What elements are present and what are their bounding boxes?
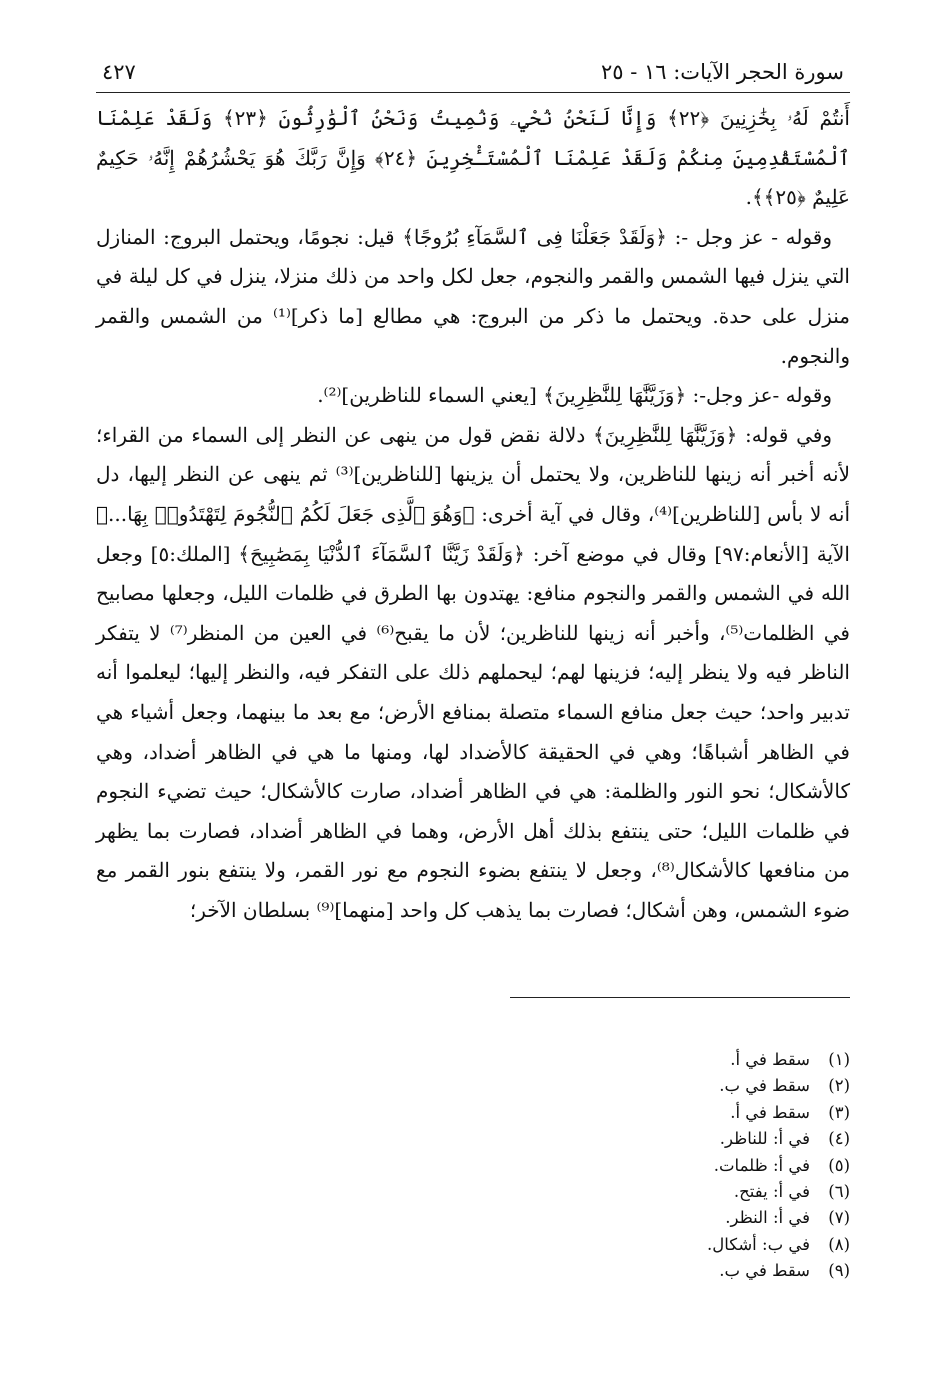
footnote-item: [430, 1126, 850, 1152]
footnote-number: (٤): [828, 1129, 850, 1149]
main-text: [96, 99, 850, 930]
footnote-number: (٥): [828, 1155, 850, 1175]
footnote-text: في أ: ظلمات.: [713, 1155, 810, 1175]
footnote-number: (٢): [828, 1076, 850, 1096]
footnote-divider: [510, 997, 850, 998]
footnote-item: [430, 1205, 850, 1231]
running-header: [96, 52, 850, 93]
commentary-paragraph: وفي قوله: ﴿وَزَيَّنَّٰهَا لِلنَّٰظِرِينَ﴾ دلالة نقض قول من ينهى عن النظر إلى السماء من القراء؛ لأنه أخبر أنه زينها للناظرين، ولا يحتمل أن يزينها [للناظرين]⁽³⁾ ثم ينهى عن النظر إليها، دل أنه لا بأس [للناظرين]⁽⁴⁾، وقال في آية أخرى: ﴿وَهُوَ ٱلَّذِى جَعَلَ لَكُمُ ٱلنُّجُومَ لِتَهْتَدُوا۟ بِهَا...﴾ الآية [الأنعام:٩٧] وقال في موضع آخر: ﴿وَلَقَدْ زَيَّنَّا ٱلسَّمَآءَ ٱلدُّنْيَا بِمَصَٰبِيحَ﴾ [الملك:٥] وجعل الله في الشمس والقمر والنجوم منافع: يهتدون بها الطرق في ظلمات الليل، وجعلها مصابيح في الظلمات⁽⁵⁾، وأخبر أنه زينها للناظرين؛ لأن ما يقبح⁽⁶⁾ في العين من المنظر⁽⁷⁾ لا يتفكر الناظر فيه ولا ينظر إليه؛ فزينها لهم؛ ليحملهم ذلك على التفكر فيه، والنظر إليها؛ ليعلموا أنه تدبير واحد؛ حيث جعل منافع السماء متصلة بمنافع الأرض؛ مع بعد ما بينهما، وجعل أشياء هي في الظاهر أشباهًا؛ وهي في الحقيقة كالأضداد لها، ومنها ما هي في الظاهر أضداد، وهي كالأشكال؛ نحو النور والظلمة: هي في الظاهر أضداد، صارت كالأشكال؛ حيث تضيء النجوم في ظلمات الليل؛ حتى ينتفع بذلك أهل الأرض، وهما في الظاهر أضداد، فصارت بما يظهر من منافعها كالأشكال⁽⁸⁾، وجعل لا ينتفع بضوء النجوم مع نور القمر، ولا ينتفع بنور القمر مع ضوء الشمس، وهن أشكال؛ فصارت بما يذهب كل واحد [منهما]⁽⁹⁾ بسلطان الآخر؛: [96, 422, 850, 922]
quran-verses-paragraph: أَنتُمْ لَهُۥ بِخَٰزِنِينَ ﴿٢٢﴾ وَإِنَّا لَنَحْنُ نُحْيِۦ وَنُمِيتُ وَنَحْنُ ٱلْوَٰرِثُونَ ﴿٢٣﴾ وَلَقَدْ عَلِمْنَا ٱلْمُسْتَقْدِمِينَ مِنكُمْ وَلَقَدْ عَلِمْنَا ٱلْمُسْتَـْٔخِرِينَ ﴿٢٤﴾ وَإِنَّ رَبَّكَ هُوَ يَحْشُرُهُمْ إِنَّهُۥ حَكِيمٌ عَلِيمٌ ﴿٢٥﴾﴾.: [96, 106, 850, 210]
footnote-number: (٩): [828, 1261, 850, 1281]
footnote-text: سقط في ب.: [719, 1261, 810, 1281]
footnote-text: في أ: يفتح.: [733, 1182, 810, 1202]
footnote-text: سقط في أ.: [730, 1102, 810, 1122]
footnote-item: [430, 1047, 850, 1073]
footnote-text: في ب: أشكال.: [706, 1234, 810, 1254]
footnote-text: في أ: للناظر.: [719, 1129, 810, 1149]
commentary-paragraph: وقوله - عز وجل -: ﴿وَلَقَدْ جَعَلْنَا فِى ٱلسَّمَآءِ بُرُوجًا﴾ قيل: نجومًا، ويحتمل البروج: المنازل التي ينزل فيها الشمس والقمر والنجوم، جعل لكل واحد من ذلك منزلا، ينزل في كل ليلة في منزل على حدة. ويحتمل ما ذكر من البروج: هي مطالع [ما ذكر]⁽¹⁾ من الشمس والقمر والنجوم.: [96, 224, 850, 368]
footnote-item: [430, 1073, 850, 1099]
page-number: ٤٢٧: [102, 60, 136, 84]
footnote-number: (٧): [828, 1208, 850, 1228]
footnote-number: (٦): [828, 1182, 850, 1202]
footnote-number: (١): [828, 1050, 850, 1069]
footnote-item: [430, 1179, 850, 1205]
footnote-item: [430, 1100, 850, 1126]
commentary-paragraph: وقوله -عز وجل-: ﴿وَزَيَّنَّٰهَا لِلنَّٰظِرِينَ﴾ [يعني السماء للناظرين]⁽²⁾.: [317, 383, 832, 408]
footnote-number: (٣): [828, 1102, 850, 1122]
running-title: سورة الحجر الآيات: ١٦ - ٢٥: [600, 60, 844, 84]
footnotes-list: [430, 1047, 850, 1285]
footnote-text: في أ: النظر.: [725, 1208, 810, 1228]
footnote-item: [430, 1153, 850, 1179]
footnote-item: [430, 1232, 850, 1258]
footnote-item: [430, 1258, 850, 1284]
footnote-text: سقط في أ.: [730, 1050, 810, 1069]
book-page: [96, 52, 850, 1342]
footnote-number: (٨): [828, 1234, 850, 1254]
footnote-text: سقط في ب.: [719, 1076, 810, 1096]
